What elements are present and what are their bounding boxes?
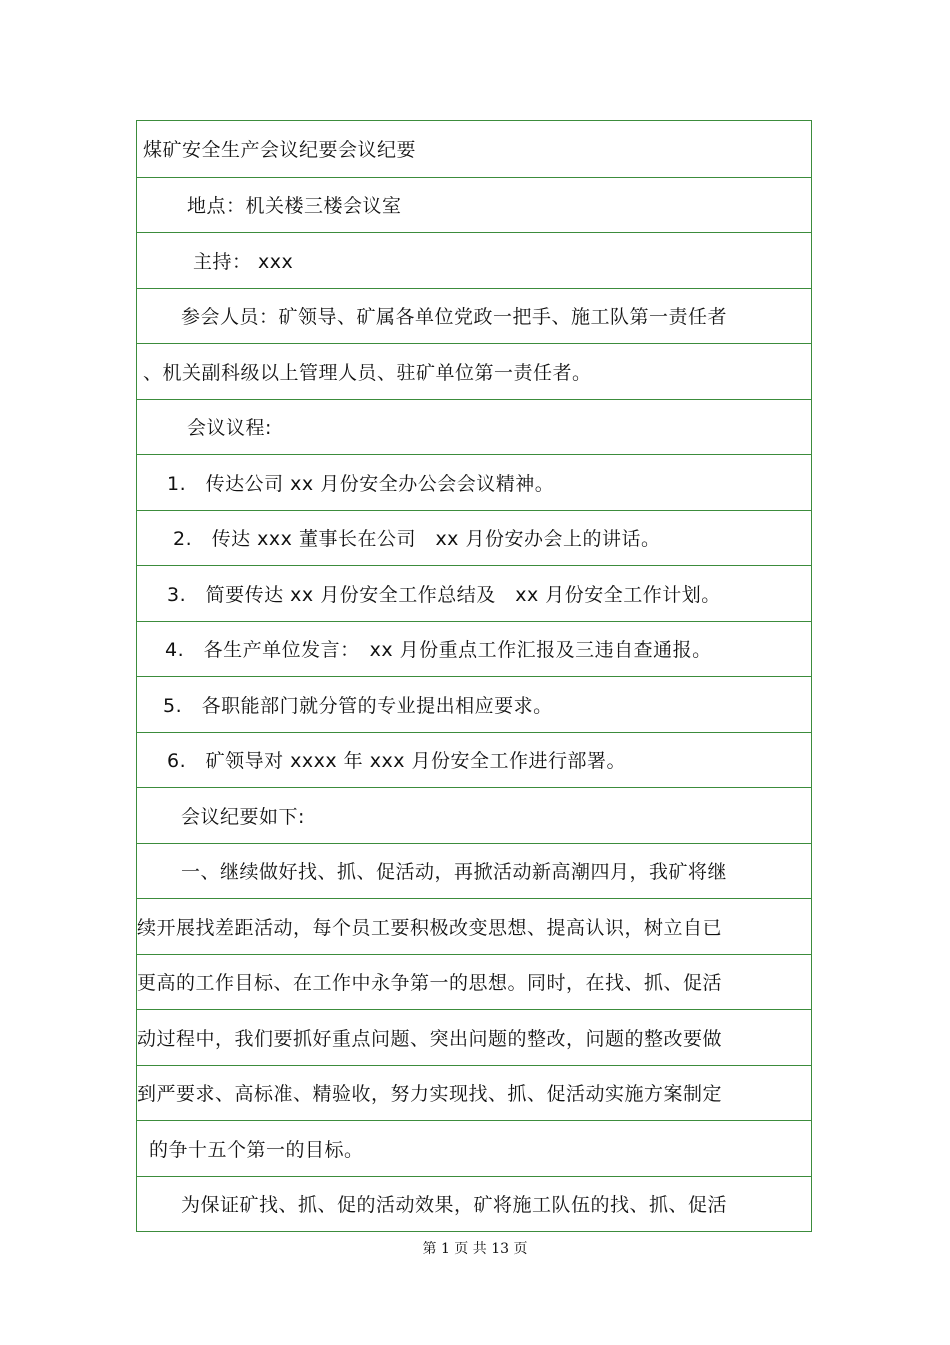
agenda-item-row (137, 621, 811, 677)
agenda-item-row (137, 676, 811, 732)
agenda-item-row (137, 565, 811, 621)
attendees-continued-text: 、机关副科级以上管理人员、驻矿单位第一责任者。 (143, 361, 592, 384)
attendees-text: 参会人员：矿领导、矿属各单位党政一把手、施工队第一责任者 (181, 306, 728, 329)
paragraph-line: 续开展找差距活动，每个员工要积极改变思想、提高认识，树立自已 (137, 916, 723, 939)
paragraph-line: 一、继续做好找、抓、促活动，再掀活动新高潮四月，我矿将继 (181, 861, 728, 884)
page-footer (0, 1238, 950, 1258)
agenda-item-row (137, 732, 811, 788)
paragraph-line: 为保证矿找、抓、促的活动效果，矿将施工队伍的找、抓、促活 (181, 1194, 728, 1217)
page-number-label: 第 1 页 共 13 页 (422, 1241, 528, 1257)
attendees-continued-row (137, 343, 811, 399)
agenda-heading-row (137, 399, 811, 455)
paragraph-line: 到严要求、高标准、精验收，努力实现找、抓、促活动实施方案制定 (137, 1083, 723, 1106)
paragraph-line: 更高的工作目标、在工作中永争第一的思想。同时，在找、抓、促活 (137, 972, 723, 995)
paragraph-line-row (137, 843, 811, 899)
agenda-item-3: 3. 简要传达 xx 月份安全工作总结及 xx 月份安全工作计划。 (167, 583, 721, 606)
location-row (137, 177, 811, 233)
attendees-row (137, 288, 811, 344)
host-text: 主持： xxx (193, 250, 294, 273)
agenda-item-5: 5. 各职能部门就分管的专业提出相应要求。 (163, 694, 553, 717)
paragraph-line: 的争十五个第一的目标。 (149, 1138, 364, 1161)
agenda-item-6: 6. 矿领导对 xxxx 年 xxx 月份安全工作进行部署。 (167, 750, 626, 773)
paragraph-line-row (137, 1120, 811, 1176)
document-table (136, 120, 812, 1232)
paragraph-line-row (137, 1176, 811, 1232)
agenda-item-2: 2. 传达 xxx 董事长在公司 xx 月份安办会上的讲话。 (173, 528, 661, 551)
agenda-heading: 会议议程: (187, 417, 272, 440)
minutes-heading-row (137, 787, 811, 843)
host-row (137, 232, 811, 288)
paragraph-line-row (137, 1065, 811, 1121)
agenda-item-row (137, 454, 811, 510)
document-title: 煤矿安全生产会议纪要会议纪要 (143, 139, 417, 162)
minutes-heading: 会议纪要如下: (181, 805, 305, 828)
paragraph-line-row (137, 1009, 811, 1065)
paragraph-line: 动过程中，我们要抓好重点问题、突出问题的整改，问题的整改要做 (137, 1027, 723, 1050)
agenda-item-1: 1. 传达公司 xx 月份安全办公会会议精神。 (167, 472, 555, 495)
agenda-item-row (137, 510, 811, 566)
agenda-item-4: 4. 各生产单位发言： xx 月份重点工作汇报及三违自查通报。 (165, 639, 712, 662)
location-text: 地点：机关楼三楼会议室 (187, 195, 402, 218)
paragraph-line-row (137, 954, 811, 1010)
document-title-row (137, 121, 811, 177)
paragraph-line-row (137, 898, 811, 954)
